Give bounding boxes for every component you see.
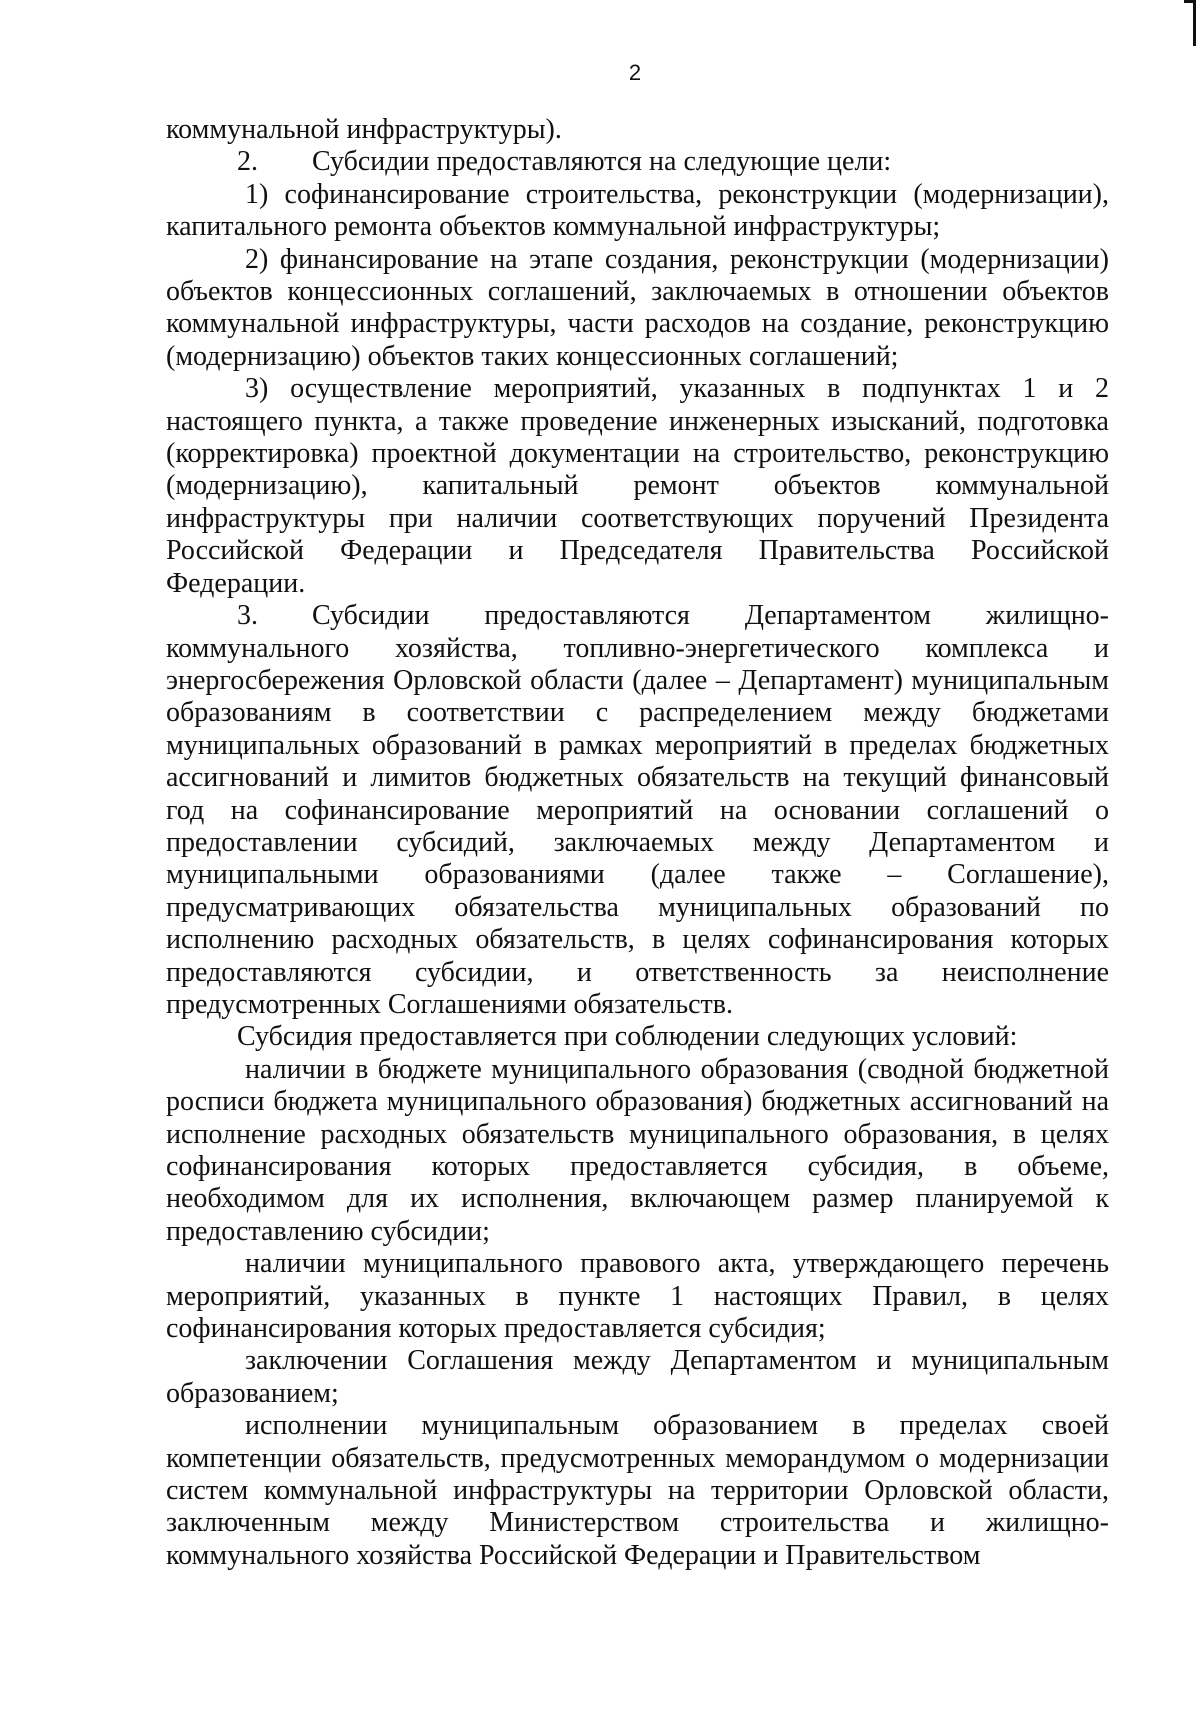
paragraph-conditions-intro: Субсидия предоставляется при соблюдении следующих условий: (237, 1021, 1018, 1053)
paragraph-subitem-2: 2) финансирование на этапе создания, реконструкции (модернизации) объектов концессионных соглашений, заключаемых в отношении объектов коммунальной инфраструктуры, части расходов на создание, реконструкцию (модернизацию) объектов таких концессионных соглашений; (166, 243, 1109, 372)
document-body (166, 114, 1109, 1572)
paragraph-condition-3: заключении Соглашения между Департаментом и муниципальным образованием; (166, 1345, 1109, 1409)
paragraph-condition-1: наличии в бюджете муниципального образования (сводной бюджетной росписи бюджета муниципального образования) бюджетных ассигнований на исполнение расходных обязательств муниципального образования, в целях софинансирования которых предоставляется субсидия, в объеме, необходимом для их исполнения, включающем размер планируемой к предоставлению субсидии; (166, 1053, 1109, 1247)
paragraph-continuation: коммунальной инфраструктуры). (166, 114, 562, 145)
paragraph-subitem-3: 3) осуществление мероприятий, указанных в подпунктах 1 и 2 настоящего пункта, а также проведение инженерных изысканий, подготовка (корректировка) проектной документации на строительство, реконструкцию (модернизацию), капитальный ремонт объектов коммунальной инфраструктуры при наличии соответствующих поручений Президента Российской Федерации и Председателя Правительства Российской Федерации. (166, 373, 1109, 599)
paragraph-condition-2: наличии муниципального правового акта, утверждающего перечень мероприятий, указанных в пункте 1 настоящих Правил, в целях софинансирования которых предоставляется субсидия; (166, 1248, 1109, 1345)
paragraph-item-2 (166, 146, 1109, 178)
page-number: 2 (628, 60, 642, 85)
paragraph-text: Субсидии предоставляются Департаментом жилищно-коммунального хозяйства, топливно-энергетического комплекса и энергосбережения Орловской области (далее – Департамент) муниципальным образованиям в соответствии с распределением между бюджетами муниципальных образований в рамках мероприятий в пределах бюджетных ассигнований и лимитов бюджетных обязательств на текущий финансовый год на софинансирование мероприятий на основании соглашений о предоставлении субсидий, заключаемых между Департаментом и муниципальными образованиями (далее также – Соглашение), предусматривающих обязательства муниципальных образований по исполнению расходных обязательств, в целях софинансирования которых предоставляются субсидии, и ответственность за неисполнение предусмотренных Соглашениями обязательств. (166, 600, 1109, 1020)
scan-edge-mark-top (1184, 0, 1196, 3)
paragraph-item-3 (166, 600, 1109, 1021)
paragraph-subitem-1: 1) софинансирование строительства, реконструкции (модернизации), капитального ремонта объектов коммунальной инфраструктуры; (166, 178, 1109, 243)
paragraph-text: Субсидии предоставляются на следующие цели: (312, 146, 892, 178)
paragraph-condition-4: исполнении муниципальным образованием в пределах своей компетенции обязательств, предусмотренных меморандумом о модернизации систем коммунальной инфраструктуры на территории Орловской области, заключенным между Министерством строительства и жилищно-коммунального хозяйства Российской Федерации и Правительством (166, 1410, 1109, 1571)
item-number: 2. (237, 146, 258, 178)
item-number: 3. (237, 600, 258, 632)
scan-edge-mark (1193, 0, 1196, 46)
